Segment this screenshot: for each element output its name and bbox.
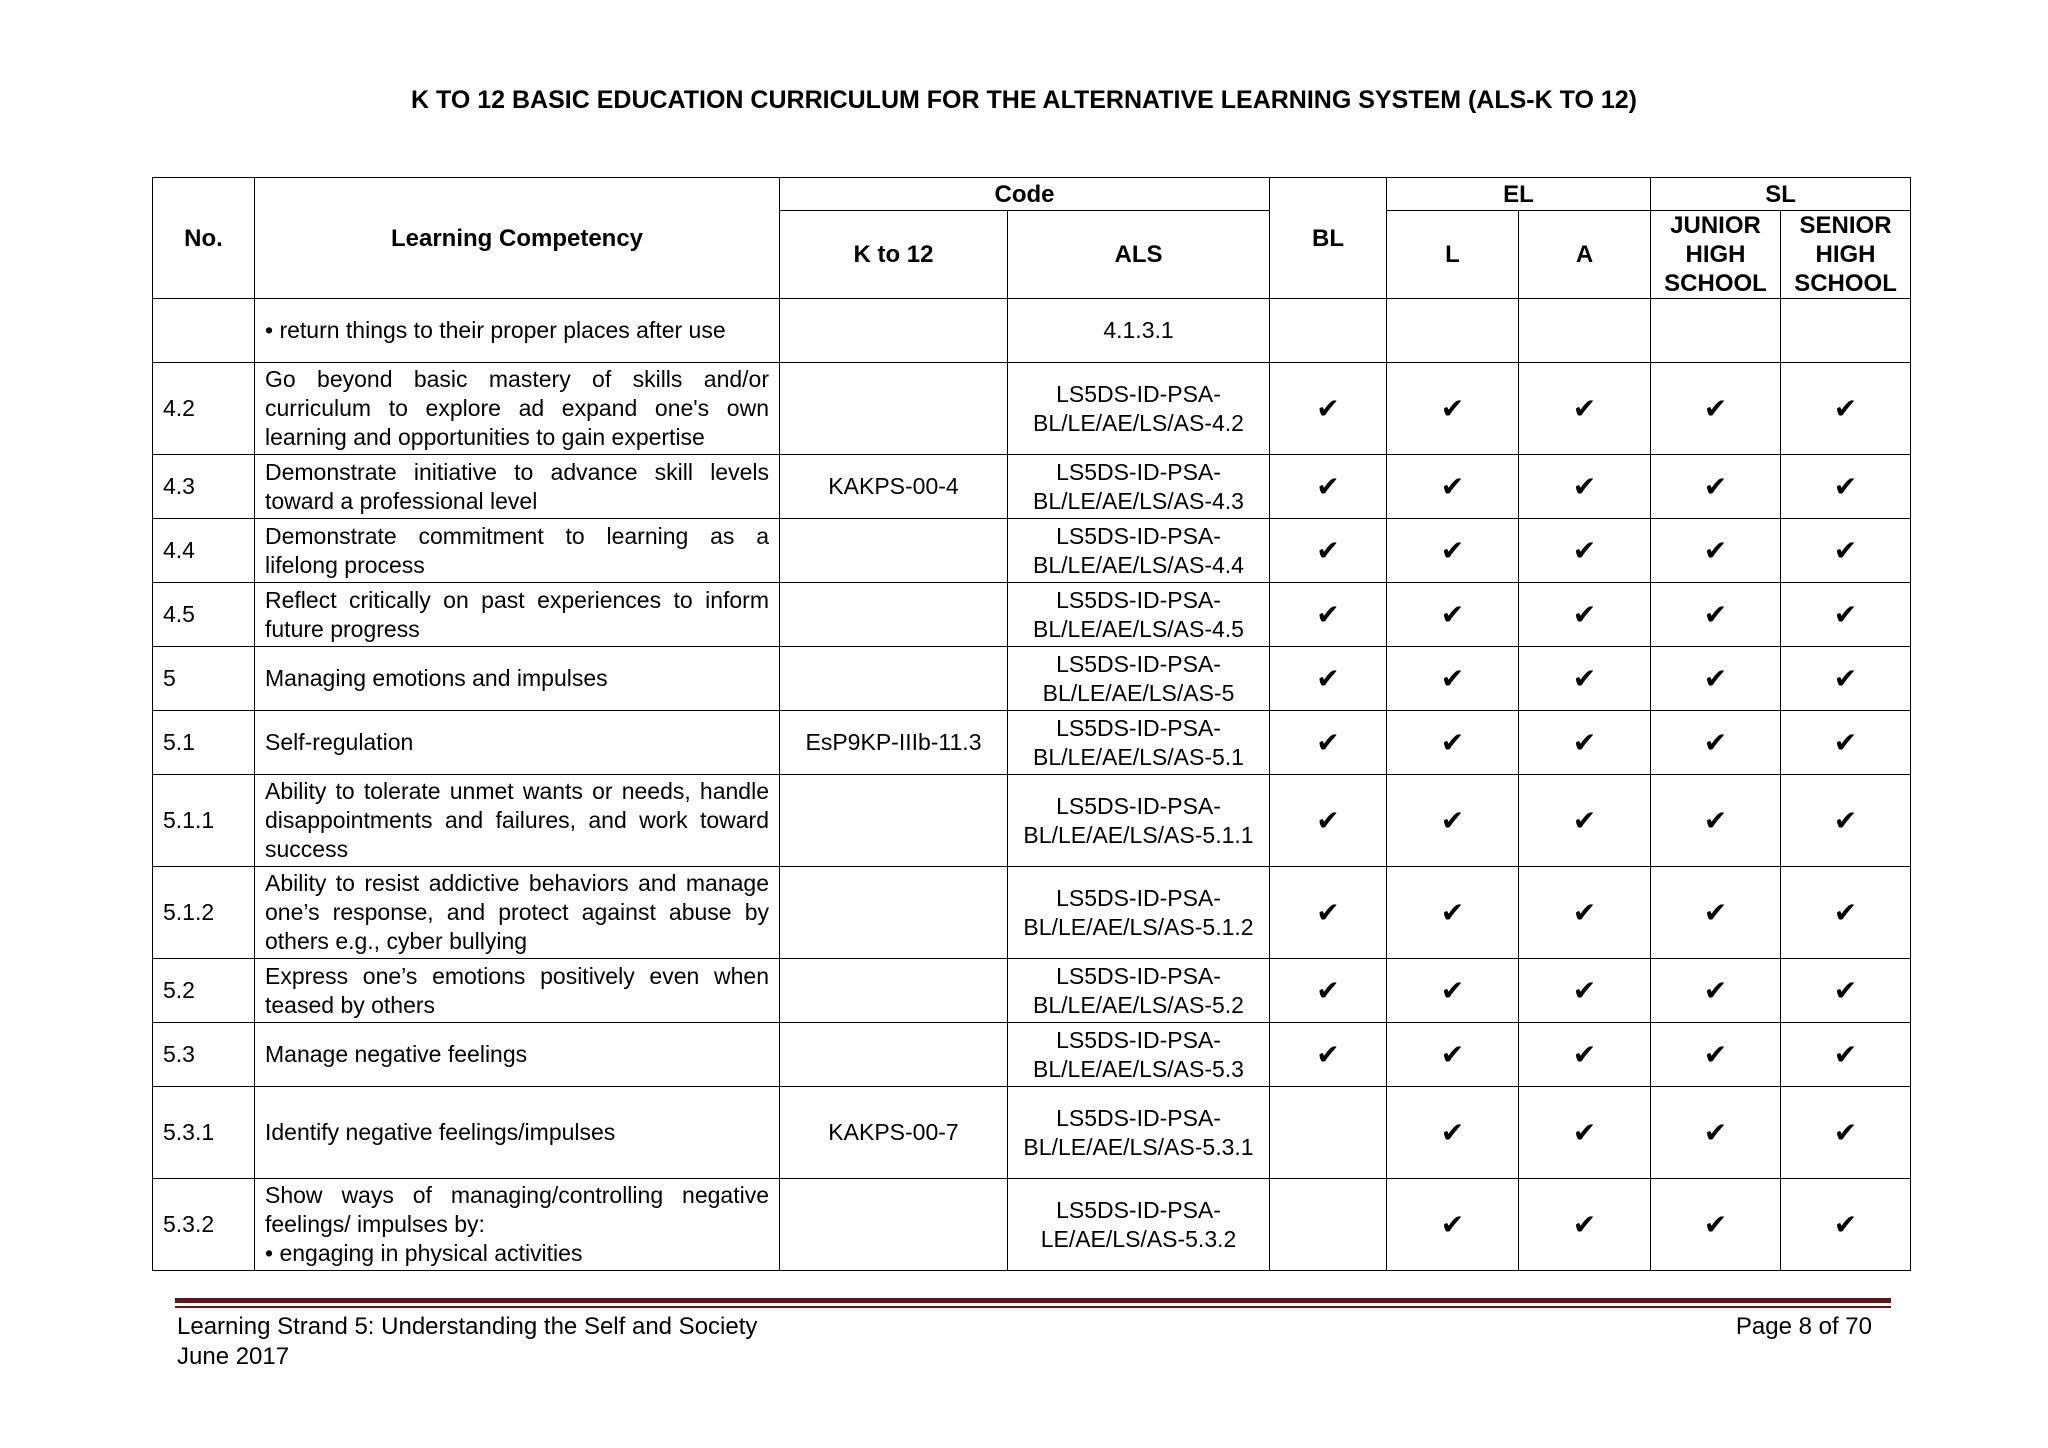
cell-competency: Go beyond basic mastery of skills and/or curriculum to explore ad expand one's own learning and opportunities to gain expertise <box>255 363 780 455</box>
check-mark-icon: ✔ <box>1572 535 1597 566</box>
cell-sl-shs <box>1781 1179 1911 1271</box>
cell-bl <box>1270 299 1387 363</box>
cell-sl-shs <box>1781 775 1911 867</box>
cell-als-code: LS5DS-ID-PSA-BL/LE/AE/LS/AS-4.3 <box>1008 455 1270 519</box>
cell-sl-shs <box>1781 647 1911 711</box>
table-row <box>153 1023 1911 1087</box>
check-mark-icon: ✔ <box>1703 1039 1728 1070</box>
check-mark-icon: ✔ <box>1440 897 1465 928</box>
cell-k-to-12-code <box>780 583 1008 647</box>
check-mark-icon: ✔ <box>1316 727 1340 758</box>
cell-bl <box>1270 583 1387 647</box>
cell-bl <box>1270 867 1387 959</box>
check-mark-icon: ✔ <box>1440 805 1465 836</box>
check-mark-icon: ✔ <box>1316 599 1340 630</box>
cell-competency: Demonstrate initiative to advance skill levels toward a professional level <box>255 455 780 519</box>
cell-sl-shs <box>1781 299 1911 363</box>
cell-no: 5.1.1 <box>153 775 255 867</box>
cell-als-code: LS5DS-ID-PSA-BL/LE/AE/LS/AS-5 <box>1008 647 1270 711</box>
table-row <box>153 519 1911 583</box>
cell-el-l <box>1387 1087 1519 1179</box>
cell-sl-shs <box>1781 711 1911 775</box>
cell-bl <box>1270 363 1387 455</box>
cell-el-a <box>1519 363 1651 455</box>
cell-als-code: 4.1.3.1 <box>1008 299 1270 363</box>
check-mark-icon: ✔ <box>1440 535 1465 566</box>
check-mark-icon: ✔ <box>1572 805 1597 836</box>
check-mark-icon: ✔ <box>1833 1209 1858 1240</box>
check-mark-icon: ✔ <box>1572 663 1597 694</box>
cell-el-l <box>1387 711 1519 775</box>
cell-el-a <box>1519 1179 1651 1271</box>
cell-als-code: LS5DS-ID-PSA-BL/LE/AE/LS/AS-5.1.2 <box>1008 867 1270 959</box>
cell-el-l <box>1387 363 1519 455</box>
cell-als-code: LS5DS-ID-PSA-BL/LE/AE/LS/AS-5.1 <box>1008 711 1270 775</box>
competency-line: Show ways of managing/controlling negative feelings/ impulses by: <box>265 1182 769 1237</box>
cell-no: 4.4 <box>153 519 255 583</box>
check-mark-icon: ✔ <box>1440 975 1465 1006</box>
cell-no: 5.3.2 <box>153 1179 255 1271</box>
table-row <box>153 711 1911 775</box>
header-learning-competency: Learning Competency <box>255 178 780 299</box>
footer-divider <box>175 1298 1891 1303</box>
cell-no: 5.1 <box>153 711 255 775</box>
check-mark-icon: ✔ <box>1440 727 1465 758</box>
cell-k-to-12-code <box>780 775 1008 867</box>
cell-k-to-12-code: KAKPS-00-4 <box>780 455 1008 519</box>
check-mark-icon: ✔ <box>1703 535 1728 566</box>
check-mark-icon: ✔ <box>1316 1039 1340 1070</box>
footer-strand: Learning Strand 5: Understanding the Self and Society <box>177 1313 758 1340</box>
check-mark-icon: ✔ <box>1833 471 1858 502</box>
cell-competency: Identify negative feelings/impulses <box>255 1087 780 1179</box>
check-mark-icon: ✔ <box>1440 1209 1465 1240</box>
cell-k-to-12-code <box>780 959 1008 1023</box>
cell-k-to-12-code <box>780 867 1008 959</box>
cell-k-to-12-code <box>780 299 1008 363</box>
table-row <box>153 583 1911 647</box>
cell-bl <box>1270 455 1387 519</box>
header-junior-high-school: JUNIOR HIGH SCHOOL <box>1651 211 1781 299</box>
cell-sl-jhs <box>1651 959 1781 1023</box>
header-el: EL <box>1387 178 1651 211</box>
check-mark-icon: ✔ <box>1833 663 1858 694</box>
cell-bl <box>1270 647 1387 711</box>
cell-no: 5.2 <box>153 959 255 1023</box>
check-mark-icon: ✔ <box>1572 727 1597 758</box>
check-mark-icon: ✔ <box>1703 975 1728 1006</box>
cell-competency <box>255 1179 780 1271</box>
cell-el-l <box>1387 959 1519 1023</box>
cell-bl <box>1270 1023 1387 1087</box>
table-row <box>153 455 1911 519</box>
cell-sl-shs <box>1781 583 1911 647</box>
cell-competency: Demonstrate commitment to learning as a lifelong process <box>255 519 780 583</box>
check-mark-icon: ✔ <box>1316 663 1340 694</box>
cell-als-code: LS5DS-ID-PSA-BL/LE/AE/LS/AS-5.3 <box>1008 1023 1270 1087</box>
cell-sl-shs <box>1781 519 1911 583</box>
cell-sl-jhs <box>1651 647 1781 711</box>
check-mark-icon: ✔ <box>1833 727 1858 758</box>
cell-sl-jhs <box>1651 519 1781 583</box>
cell-als-code: LS5DS-ID-PSA-BL/LE/AE/LS/AS-5.1.1 <box>1008 775 1270 867</box>
cell-als-code: LS5DS-ID-PSA-BL/LE/AE/LS/AS-5.3.1 <box>1008 1087 1270 1179</box>
cell-sl-jhs <box>1651 775 1781 867</box>
cell-sl-shs <box>1781 363 1911 455</box>
cell-als-code: LS5DS-ID-PSA-LE/AE/LS/AS-5.3.2 <box>1008 1179 1270 1271</box>
cell-bl <box>1270 1179 1387 1271</box>
check-mark-icon: ✔ <box>1572 975 1597 1006</box>
cell-el-a <box>1519 711 1651 775</box>
check-mark-icon: ✔ <box>1572 471 1597 502</box>
check-mark-icon: ✔ <box>1833 897 1858 928</box>
check-mark-icon: ✔ <box>1703 393 1728 424</box>
cell-sl-jhs <box>1651 299 1781 363</box>
check-mark-icon: ✔ <box>1833 599 1858 630</box>
competency-line: • engaging in physical activities <box>265 1240 583 1266</box>
cell-el-l <box>1387 775 1519 867</box>
table-row <box>153 299 1911 363</box>
cell-el-a <box>1519 867 1651 959</box>
cell-el-a <box>1519 959 1651 1023</box>
table-row <box>153 1179 1911 1271</box>
cell-competency: Manage negative feelings <box>255 1023 780 1087</box>
cell-bl <box>1270 519 1387 583</box>
cell-competency: Ability to tolerate unmet wants or needs, handle disappointments and failures, and work toward success <box>255 775 780 867</box>
cell-sl-jhs <box>1651 1179 1781 1271</box>
table-row <box>153 867 1911 959</box>
cell-sl-shs <box>1781 1087 1911 1179</box>
check-mark-icon: ✔ <box>1703 663 1728 694</box>
cell-el-a <box>1519 647 1651 711</box>
cell-el-a <box>1519 1087 1651 1179</box>
header-no: No. <box>153 178 255 299</box>
check-mark-icon: ✔ <box>1440 1039 1465 1070</box>
cell-competency: • return things to their proper places after use <box>255 299 780 363</box>
cell-bl <box>1270 775 1387 867</box>
check-mark-icon: ✔ <box>1316 471 1340 502</box>
cell-k-to-12-code: KAKPS-00-7 <box>780 1087 1008 1179</box>
check-mark-icon: ✔ <box>1572 1039 1597 1070</box>
cell-no: 4.3 <box>153 455 255 519</box>
header-sl: SL <box>1651 178 1911 211</box>
cell-el-a <box>1519 1023 1651 1087</box>
cell-competency: Reflect critically on past experiences to inform future progress <box>255 583 780 647</box>
cell-el-l <box>1387 1179 1519 1271</box>
header-bl: BL <box>1270 178 1387 299</box>
cell-no: 5.3 <box>153 1023 255 1087</box>
curriculum-table <box>152 177 1911 1271</box>
footer-date: June 2017 <box>177 1343 290 1370</box>
cell-el-a <box>1519 299 1651 363</box>
check-mark-icon: ✔ <box>1703 727 1728 758</box>
cell-no <box>153 299 255 363</box>
cell-sl-jhs <box>1651 711 1781 775</box>
header-k-to-12: K to 12 <box>780 211 1008 299</box>
cell-k-to-12-code <box>780 1179 1008 1271</box>
cell-sl-shs <box>1781 867 1911 959</box>
cell-als-code: LS5DS-ID-PSA-BL/LE/AE/LS/AS-4.4 <box>1008 519 1270 583</box>
cell-als-code: LS5DS-ID-PSA-BL/LE/AE/LS/AS-4.5 <box>1008 583 1270 647</box>
check-mark-icon: ✔ <box>1833 805 1858 836</box>
check-mark-icon: ✔ <box>1833 393 1858 424</box>
cell-sl-shs <box>1781 959 1911 1023</box>
cell-no: 5.3.1 <box>153 1087 255 1179</box>
page-number: Page 8 of 70 <box>1735 1313 1872 1340</box>
check-mark-icon: ✔ <box>1316 975 1340 1006</box>
table-row <box>153 959 1911 1023</box>
cell-el-a <box>1519 583 1651 647</box>
table-row <box>153 647 1911 711</box>
cell-el-l <box>1387 299 1519 363</box>
cell-el-l <box>1387 519 1519 583</box>
table-row <box>153 775 1911 867</box>
cell-el-a <box>1519 775 1651 867</box>
cell-als-code: LS5DS-ID-PSA-BL/LE/AE/LS/AS-4.2 <box>1008 363 1270 455</box>
check-mark-icon: ✔ <box>1316 897 1340 928</box>
check-mark-icon: ✔ <box>1440 599 1465 630</box>
check-mark-icon: ✔ <box>1572 1209 1597 1240</box>
cell-sl-jhs <box>1651 583 1781 647</box>
cell-bl <box>1270 711 1387 775</box>
cell-el-a <box>1519 455 1651 519</box>
cell-k-to-12-code: EsP9KP-IIIb-11.3 <box>780 711 1008 775</box>
header-code: Code <box>780 178 1270 211</box>
cell-el-a <box>1519 519 1651 583</box>
check-mark-icon: ✔ <box>1440 471 1465 502</box>
check-mark-icon: ✔ <box>1572 1117 1597 1148</box>
header-als: ALS <box>1008 211 1270 299</box>
check-mark-icon: ✔ <box>1440 663 1465 694</box>
cell-no: 4.2 <box>153 363 255 455</box>
cell-bl <box>1270 959 1387 1023</box>
header-l: L <box>1387 211 1519 299</box>
cell-k-to-12-code <box>780 519 1008 583</box>
cell-sl-jhs <box>1651 1023 1781 1087</box>
check-mark-icon: ✔ <box>1703 897 1728 928</box>
check-mark-icon: ✔ <box>1703 599 1728 630</box>
check-mark-icon: ✔ <box>1833 1039 1858 1070</box>
check-mark-icon: ✔ <box>1440 393 1465 424</box>
check-mark-icon: ✔ <box>1572 599 1597 630</box>
cell-sl-jhs <box>1651 455 1781 519</box>
cell-no: 5 <box>153 647 255 711</box>
cell-el-l <box>1387 867 1519 959</box>
cell-k-to-12-code <box>780 363 1008 455</box>
cell-el-l <box>1387 455 1519 519</box>
cell-bl <box>1270 1087 1387 1179</box>
cell-k-to-12-code <box>780 647 1008 711</box>
check-mark-icon: ✔ <box>1440 1117 1465 1148</box>
cell-el-l <box>1387 647 1519 711</box>
check-mark-icon: ✔ <box>1703 1117 1728 1148</box>
check-mark-icon: ✔ <box>1703 1209 1728 1240</box>
cell-competency: Ability to resist addictive behaviors and manage one’s response, and protect against abuse by others e.g., cyber bullying <box>255 867 780 959</box>
cell-sl-jhs <box>1651 363 1781 455</box>
cell-sl-shs <box>1781 1023 1911 1087</box>
check-mark-icon: ✔ <box>1572 393 1597 424</box>
footer-left <box>177 1312 757 1372</box>
table-row <box>153 363 1911 455</box>
check-mark-icon: ✔ <box>1316 535 1340 566</box>
cell-competency: Self-regulation <box>255 711 780 775</box>
check-mark-icon: ✔ <box>1833 975 1858 1006</box>
cell-als-code: LS5DS-ID-PSA-BL/LE/AE/LS/AS-5.2 <box>1008 959 1270 1023</box>
cell-sl-shs <box>1781 455 1911 519</box>
cell-sl-jhs <box>1651 1087 1781 1179</box>
table-row <box>153 1087 1911 1179</box>
cell-sl-jhs <box>1651 867 1781 959</box>
check-mark-icon: ✔ <box>1316 805 1340 836</box>
check-mark-icon: ✔ <box>1833 1117 1858 1148</box>
footer-divider-thin <box>175 1306 1891 1308</box>
cell-k-to-12-code <box>780 1023 1008 1087</box>
check-mark-icon: ✔ <box>1703 805 1728 836</box>
check-mark-icon: ✔ <box>1833 535 1858 566</box>
check-mark-icon: ✔ <box>1316 393 1340 424</box>
page-title: K TO 12 BASIC EDUCATION CURRICULUM FOR THE ALTERNATIVE LEARNING SYSTEM (ALS-K TO 12) <box>411 86 1637 114</box>
check-mark-icon: ✔ <box>1572 897 1597 928</box>
cell-competency: Managing emotions and impulses <box>255 647 780 711</box>
cell-el-l <box>1387 1023 1519 1087</box>
cell-el-l <box>1387 583 1519 647</box>
cell-competency: Express one’s emotions positively even when teased by others <box>255 959 780 1023</box>
header-senior-high-school: SENIOR HIGH SCHOOL <box>1781 211 1911 299</box>
table-body <box>153 299 1911 1271</box>
cell-no: 4.5 <box>153 583 255 647</box>
header-a: A <box>1519 211 1651 299</box>
check-mark-icon: ✔ <box>1703 471 1728 502</box>
cell-no: 5.1.2 <box>153 867 255 959</box>
